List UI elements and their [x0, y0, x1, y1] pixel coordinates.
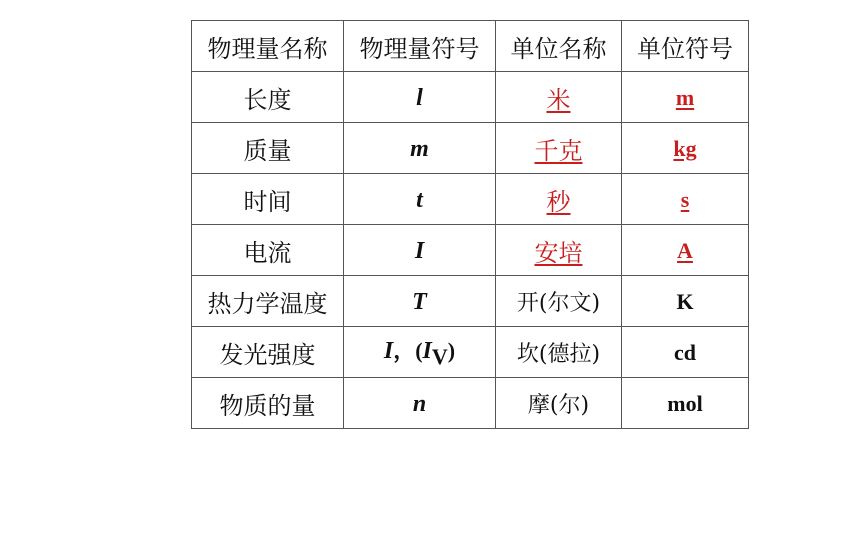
header-unit-name: 单位名称	[496, 21, 622, 72]
quantity-name: 物质的量	[192, 378, 344, 429]
unit-symbol	[622, 174, 749, 225]
quantity-symbol	[344, 276, 496, 327]
unit-name	[496, 276, 622, 327]
symbol-separator: ，(	[393, 338, 423, 364]
unit-name-text: 千克	[534, 136, 583, 165]
quantity-symbol	[344, 123, 496, 174]
table-row	[192, 327, 749, 378]
table-row	[192, 174, 749, 225]
unit-symbol	[622, 225, 749, 276]
unit-symbol-text: m	[675, 85, 695, 110]
unit-name-text: 坎(德拉)	[516, 341, 601, 367]
unit-symbol-text: s	[680, 187, 690, 212]
unit-name-text: 摩(尔)	[527, 392, 590, 418]
quantity-name: 质量	[192, 123, 344, 174]
symbol-text: l	[416, 84, 423, 111]
si-units-table-container	[191, 20, 749, 429]
symbol-alt-text: I	[422, 338, 432, 365]
unit-symbol	[622, 378, 749, 429]
unit-symbol-text: A	[677, 238, 693, 263]
symbol-close-paren: )	[447, 338, 456, 364]
table-row	[192, 276, 749, 327]
quantity-symbol	[344, 174, 496, 225]
table-row	[192, 225, 749, 276]
quantity-symbol	[344, 72, 496, 123]
symbol-text: I	[414, 237, 425, 264]
table-row	[192, 123, 749, 174]
header-row	[192, 21, 749, 72]
quantity-symbol	[344, 225, 496, 276]
unit-symbol	[622, 72, 749, 123]
symbol-text: T	[412, 288, 427, 315]
quantity-name: 发光强度	[192, 327, 344, 378]
symbol-text: I	[383, 338, 394, 365]
unit-symbol	[622, 327, 749, 378]
symbol-alt-subscript: V	[431, 343, 448, 369]
unit-name	[496, 327, 622, 378]
unit-symbol-text: cd	[674, 340, 696, 365]
unit-name-text: 米	[546, 85, 571, 114]
quantity-symbol	[344, 327, 496, 378]
unit-name-text: 安培	[534, 238, 583, 267]
quantity-name: 热力学温度	[192, 276, 344, 327]
quantity-name: 长度	[192, 72, 344, 123]
unit-symbol-text: mol	[667, 391, 703, 416]
unit-name	[496, 123, 622, 174]
unit-name	[496, 72, 622, 123]
table-row	[192, 72, 749, 123]
quantity-name: 时间	[192, 174, 344, 225]
quantity-name: 电流	[192, 225, 344, 276]
symbol-text: t	[416, 186, 423, 213]
unit-name	[496, 174, 622, 225]
header-unit-symbol: 单位符号	[622, 21, 749, 72]
unit-symbol-text: kg	[673, 136, 697, 161]
header-quantity-symbol: 物理量符号	[344, 21, 496, 72]
unit-name	[496, 225, 622, 276]
symbol-text: m	[410, 135, 429, 162]
unit-name	[496, 378, 622, 429]
symbol-text: n	[412, 390, 427, 417]
unit-name-text: 秒	[546, 187, 571, 216]
unit-name-text: 开(尔文)	[516, 290, 601, 316]
si-units-table	[191, 20, 749, 429]
quantity-symbol	[344, 378, 496, 429]
unit-symbol	[622, 276, 749, 327]
unit-symbol	[622, 123, 749, 174]
unit-symbol-text: K	[676, 289, 694, 314]
table-row	[192, 378, 749, 429]
header-quantity-name: 物理量名称	[192, 21, 344, 72]
